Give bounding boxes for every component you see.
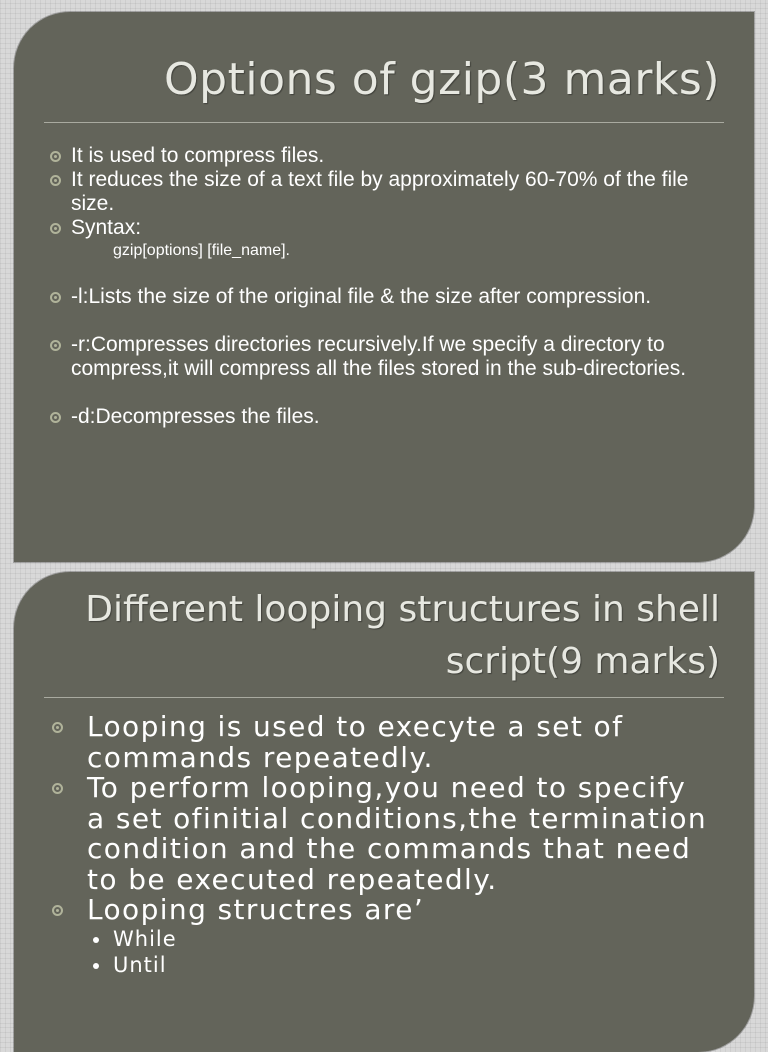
- title-divider: [44, 122, 724, 123]
- circle-bullet-icon: [50, 412, 61, 423]
- list-item-text: It is used to compress files.: [71, 144, 325, 167]
- option-text: -l:Lists the size of the original file & the size after compression.: [71, 285, 652, 308]
- list-item-text: Looping is used to execyte a set of commands repeatedly.: [87, 710, 624, 774]
- sub-item-text: While: [113, 926, 177, 951]
- circle-bullet-icon: [52, 905, 63, 916]
- slide-gzip-options: [14, 12, 754, 562]
- syntax-example: gzip[options] [file_name].: [113, 242, 290, 259]
- list-item-text: Syntax:: [71, 216, 142, 239]
- slide-body: [50, 144, 714, 429]
- sub-item-text: Until: [113, 952, 167, 977]
- sub-list-item: [50, 926, 714, 952]
- dot-bullet-icon: [93, 963, 99, 969]
- list-item: [50, 216, 714, 240]
- title-divider: [44, 697, 724, 698]
- option-item: [50, 285, 714, 309]
- slide-title: Options of gzip(3 marks): [164, 54, 720, 105]
- circle-bullet-icon: [50, 223, 61, 234]
- option-text: -d:Decompresses the files.: [71, 405, 320, 428]
- list-item-text: To perform looping,you need to specify a set ofinitial conditions,the termination condition and the commands that need to be executed repeatedly.: [87, 771, 708, 896]
- sub-list-item: [50, 952, 714, 978]
- circle-bullet-icon: [50, 175, 61, 186]
- list-item-text: Looping structres are’: [87, 893, 425, 926]
- option-item: [50, 333, 714, 381]
- list-item: [50, 712, 714, 773]
- circle-bullet-icon: [52, 722, 63, 733]
- slide-title: Different looping structures in shell script(9 marks): [85, 589, 720, 682]
- slide-body: [50, 712, 714, 978]
- list-item: [50, 144, 714, 168]
- slide-looping-structures: [14, 572, 754, 1052]
- list-item: [50, 895, 714, 926]
- list-item: [50, 168, 714, 216]
- circle-bullet-icon: [52, 783, 63, 794]
- list-item-text: It reduces the size of a text file by approximately 60-70% of the file size.: [71, 168, 689, 215]
- option-item: [50, 405, 714, 429]
- circle-bullet-icon: [50, 340, 61, 351]
- list-item: [50, 773, 714, 895]
- dot-bullet-icon: [93, 937, 99, 943]
- circle-bullet-icon: [50, 292, 61, 303]
- option-text: -r:Compresses directories recursively.If we specify a directory to compress,it will compress all the files stored in the sub-directories.: [71, 333, 687, 380]
- circle-bullet-icon: [50, 151, 61, 162]
